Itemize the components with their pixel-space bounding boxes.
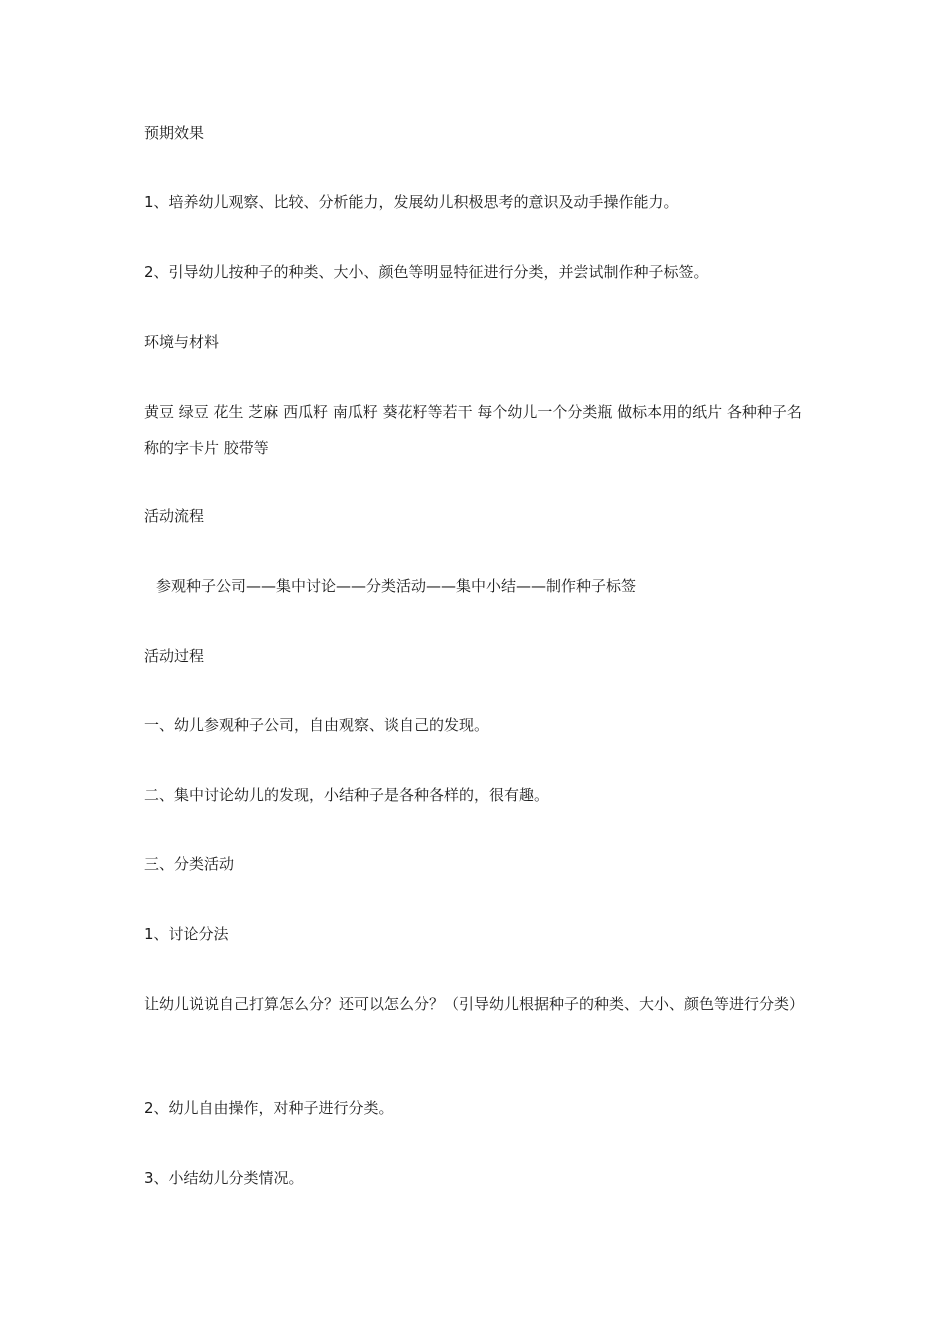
goal-item-1: 1、培养幼儿观察、比较、分析能力，发展幼儿积极思考的意识及动手操作能力。 [144, 193, 679, 211]
sub-step-3: 3、小结幼儿分类情况。 [144, 1169, 304, 1187]
activity-flow-steps: 参观种子公司——集中讨论——分类活动——集中小结——制作种子标签 [156, 577, 637, 595]
heading-activity-flow: 活动流程 [144, 507, 205, 525]
process-step-3: 三、分类活动 [144, 855, 235, 873]
process-step-2: 二、集中讨论幼儿的发现，小结种子是各种各样的，很有趣。 [144, 786, 550, 804]
heading-environment-materials: 环境与材料 [144, 333, 220, 351]
materials-list: 黄豆 绿豆 花生 芝麻 西瓜籽 南瓜籽 葵花籽等若干 每个幼儿一个分类瓶 做标本用的纸片 各种种子名称的字卡片 胶带等 [144, 403, 802, 457]
heading-activity-process: 活动过程 [144, 647, 205, 665]
sub-step-1-detail: 让幼儿说说自己打算怎么分？还可以怎么分？（引导幼儿根据种子的种类、大小、颜色等进行分类） [144, 995, 805, 1013]
sub-step-2: 2、幼儿自由操作，对种子进行分类。 [144, 1099, 394, 1117]
process-step-1: 一、幼儿参观种子公司，自由观察、谈自己的发现。 [144, 716, 490, 734]
sub-step-1: 1、讨论分法 [144, 925, 229, 943]
goal-item-2: 2、引导幼儿按种子的种类、大小、颜色等明显特征进行分类，并尝试制作种子标签。 [144, 263, 709, 281]
heading-expected-effect: 预期效果 [144, 124, 205, 142]
